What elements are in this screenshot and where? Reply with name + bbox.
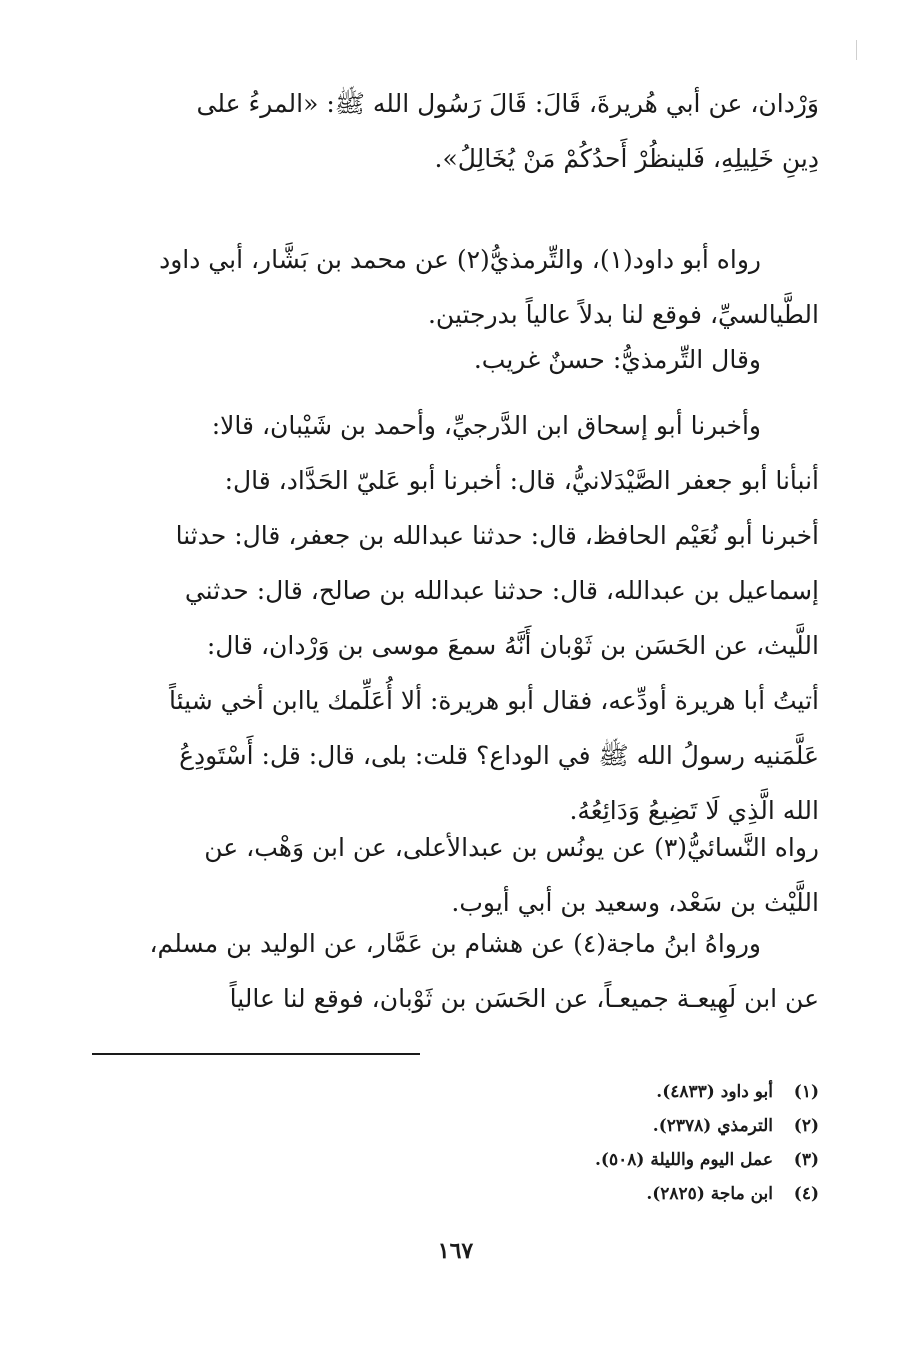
- text-line: الله الَّذِي لَا تَضِيعُ وَدَائِعُهُ.: [569, 796, 819, 825]
- narration-paragraph-1: [91, 232, 819, 342]
- page-number: ١٦٧: [437, 1238, 474, 1264]
- text-line: دِينِ خَلِيلِهِ، فَلينظُرْ أَحدُكُمْ مَنْ يُخَالِلُ».: [434, 144, 819, 173]
- footnotes: [319, 1075, 819, 1211]
- text-line: اللَّيث، عن الحَسَن بن ثَوْبان أَنَّهُ سمعَ موسى بن وَرْدان، قال:: [206, 631, 819, 660]
- text-line: ورواهُ ابنُ ماجة(٤) عن هشام بن عَمَّار، عن الوليد بن مسلم،: [149, 929, 761, 958]
- text-line: وقال التِّرمذيُّ: حسنٌ غريب.: [473, 345, 761, 374]
- footnote-item: [319, 1075, 819, 1109]
- hadith-paragraph-top: [91, 76, 819, 186]
- text-line: إسماعيل بن عبدالله، قال: حدثنا عبدالله بن صالح، قال: حدثني: [184, 576, 819, 605]
- text-line: أتيتُ أبا هريرة أودِّعه، فقال أبو هريرة: ألا أُعَلِّمك ياابن أخي شيئاً: [168, 686, 819, 715]
- footnote-text: عمل اليوم والليلة (٥٠٨).: [595, 1150, 773, 1170]
- footnote-number: (٢): [793, 1116, 819, 1136]
- footnote-text: الترمذي (٢٣٧٨).: [652, 1116, 773, 1136]
- text-line: عَلَّمَنيه رسولُ الله ﷺ في الوداع؟ قلت: بلى، قال: قل: أَسْتَودِعُ: [179, 741, 819, 770]
- margin-mark: [856, 40, 857, 60]
- narration-paragraph-3: [91, 916, 819, 1026]
- footnote-item: [319, 1143, 819, 1177]
- footnote-number: (٤): [793, 1184, 819, 1204]
- text-line: وأخبرنا أبو إسحاق ابن الدَّرجيِّ، وأحمد بن شَيْبان، قالا:: [211, 411, 761, 440]
- text-line: وَرْدان، عن أبي هُريرةَ، قَالَ: قَالَ رَسُول الله ﷺ: «المرءُ على: [196, 89, 819, 118]
- text-line: عن ابن لَهِيعـة جميعـاً، عن الحَسَن بن ثَوْبان، فوقع لنا عالياً: [229, 984, 819, 1013]
- text-line: رواه أبو داود(١)، والتِّرمذيُّ(٢) عن محمد بن بَشَّار، أبي داود: [159, 245, 761, 274]
- text-line: أنبأنا أبو جعفر الصَّيْدَلانيُّ، قال: أخبرنا أبو عَليّ الحَدَّاد، قال:: [224, 466, 819, 495]
- footnote-item: [319, 1109, 819, 1143]
- narration-paragraph-2: [91, 820, 819, 930]
- footnote-text: أبو داود (٤٨٣٣).: [656, 1082, 773, 1102]
- hadith-paragraph-main: [91, 398, 819, 838]
- footnote-text: ابن ماجة (٢٨٢٥).: [646, 1184, 773, 1204]
- footnote-number: (٣): [793, 1150, 819, 1170]
- text-line: الطَّيالسيِّ، فوقع لنا بدلاً عالياً بدرجتين.: [427, 300, 819, 329]
- footnote-separator: [92, 1053, 420, 1055]
- footnote-number: (١): [793, 1082, 819, 1102]
- text-line: اللَّيْث بن سَعْد، وسعيد بن أبي أيوب.: [451, 888, 819, 917]
- tirmidhi-comment: [91, 332, 819, 387]
- text-line: أخبرنا أبو نُعَيْم الحافظ، قال: حدثنا عبدالله بن جعفر، قال: حدثنا: [175, 521, 819, 550]
- text-line: رواه النَّسائيُّ(٣) عن يونُس بن عبدالأعلى، عن ابن وَهْب، عن: [204, 833, 819, 862]
- footnote-item: [319, 1177, 819, 1211]
